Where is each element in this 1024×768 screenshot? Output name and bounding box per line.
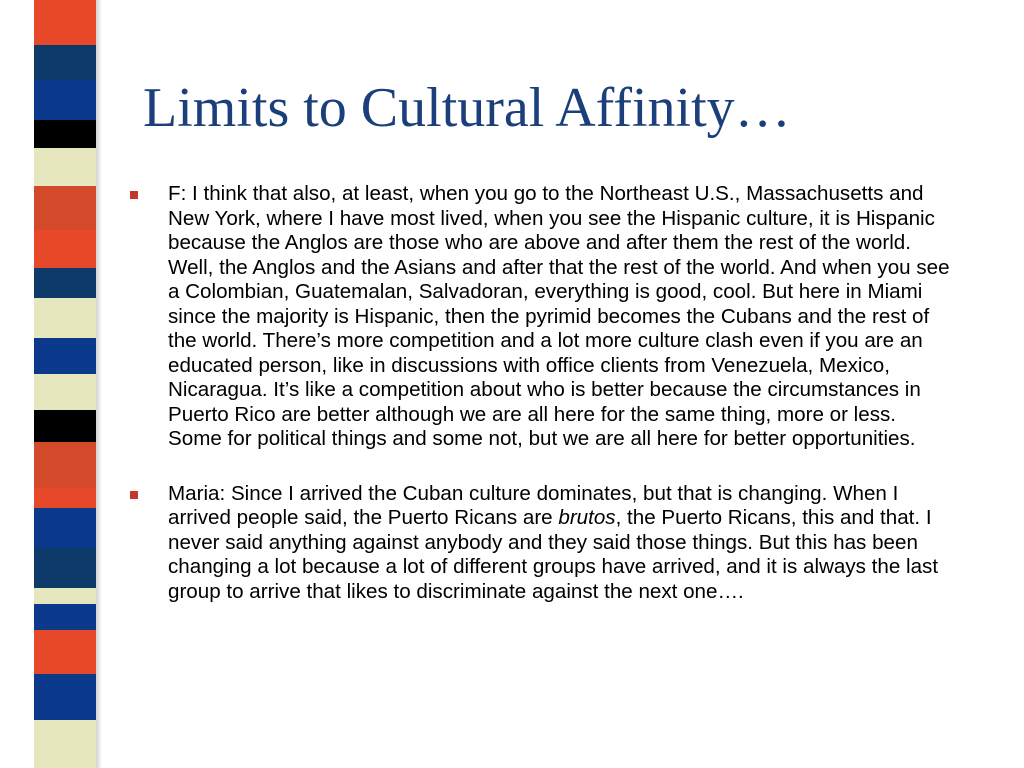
stripe-band xyxy=(34,488,96,508)
stripe-band xyxy=(34,720,96,768)
stripe-band xyxy=(34,230,96,268)
stripe-band xyxy=(34,374,96,410)
bullet-italic-term: brutos xyxy=(558,506,616,529)
stripe-shadow xyxy=(96,0,102,768)
bullet-text-after: , the Puerto Ricans, this and that. I never said anything against anybody and they said those things. But this has been changing a lot because a lot of different groups have arrived, and it is always the last group to arrive that likes to discriminate against the next one…. xyxy=(168,506,939,603)
bullet-list xyxy=(128,182,950,604)
stripe-band xyxy=(34,604,96,630)
stripe-band xyxy=(34,80,96,120)
bullet-text: F: I think that also, at least, when you go to the Northeast U.S., Massachusetts and New York, where I have most lived, when you see the Hispanic culture, it is Hispanic because the Anglos are those who are above and after them the rest of the world. Well, the Anglos and the Asians and after that the rest of the world. And when you see a Colombian, Guatemalan, Salvadoran, everything is good, cool. But here in Miami since the majority is Hispanic, then the pyrimid becomes the Cubans and the rest of the world. There’s more competition and a lot more culture clash even if you are an educated person, like in discussions with office clients from Venezuela, Mexico, Nicaragua. It’s like a competition about who is better because the circumstances in Puerto Rico are better although we are all here for the same thing, more or less. Some for political things and some not, but we are all here for better opportunities. xyxy=(168,182,950,450)
square-bullet-icon xyxy=(130,191,138,199)
square-bullet-icon xyxy=(130,491,138,499)
decorative-stripe-bar xyxy=(34,0,96,768)
stripe-band xyxy=(34,442,96,488)
stripe-band xyxy=(34,298,96,338)
bullet-text-before: Maria: Since I arrived the Cuban culture dominates, but that is changing. When I arrived people said, the Puerto Ricans are xyxy=(168,481,899,529)
stripe-band xyxy=(34,0,96,45)
stripe-band xyxy=(34,674,96,720)
stripe-band xyxy=(34,588,96,604)
stripe-band xyxy=(34,120,96,148)
stripe-band xyxy=(34,268,96,298)
slide-title: Limits to Cultural Affinity… xyxy=(143,77,791,139)
stripe-band xyxy=(34,630,96,674)
stripe-band xyxy=(34,186,96,230)
stripe-band xyxy=(34,548,96,588)
bullet-item xyxy=(128,482,950,605)
stripe-band xyxy=(34,338,96,374)
bullet-item xyxy=(128,182,950,452)
stripe-band xyxy=(34,410,96,442)
stripe-band xyxy=(34,508,96,548)
stripe-band xyxy=(34,148,96,186)
stripe-band xyxy=(34,45,96,80)
